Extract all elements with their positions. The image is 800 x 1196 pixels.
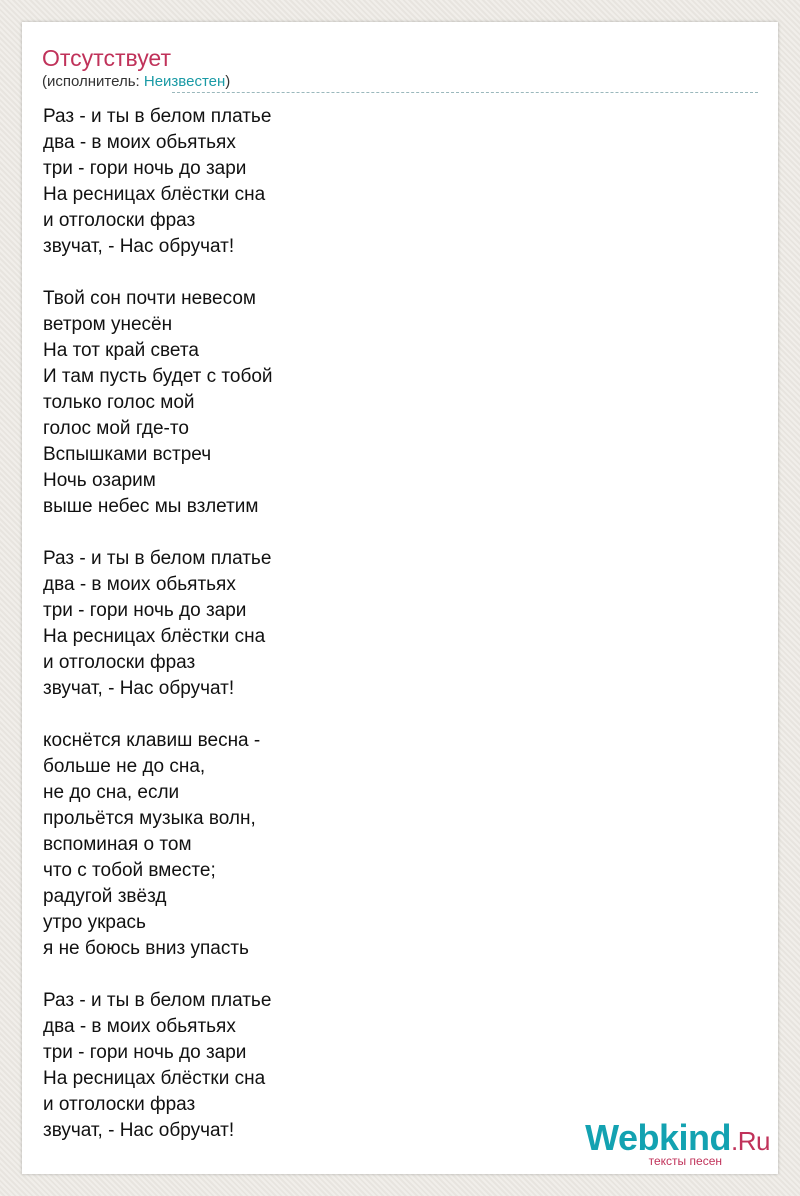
artist-line — [42, 72, 230, 92]
stanza-gap — [43, 702, 273, 728]
stanza-gap — [43, 260, 273, 286]
lyric-line: я не боюсь вниз упасть — [43, 938, 249, 959]
lyric-line: больше не до сна, — [43, 756, 206, 777]
artist-link[interactable]: Неизвестен — [143, 73, 226, 90]
lyrics-text — [43, 104, 273, 1144]
lyric-line: На ресницах блёстки сна — [43, 184, 266, 205]
stanza-gap — [43, 520, 273, 546]
lyric-line: и отголоски фраз — [43, 1094, 196, 1115]
logo-tld: Ru — [737, 1126, 770, 1156]
webkind-logo[interactable] — [585, 1119, 770, 1168]
logo-tagline: тексты песен — [648, 1154, 722, 1168]
lyric-line: прольётся музыка волн, — [43, 808, 256, 829]
lyric-line: звучат, - Нас обручат! — [43, 1120, 235, 1141]
lyric-line: вспоминая о том — [43, 834, 192, 855]
song-title: Отсутствует — [42, 45, 171, 71]
lyric-line: Вспышками встреч — [43, 444, 212, 465]
lyric-line: утро укрась — [43, 912, 146, 933]
lyric-line: На тот край света — [43, 340, 199, 361]
lyric-line: коснётся клавиш весна - — [43, 730, 261, 751]
lyric-line: что с тобой вместе; — [43, 860, 216, 881]
lyric-line: Раз - и ты в белом платье — [43, 106, 272, 127]
lyric-line: три - гори ночь до зари — [43, 600, 247, 621]
lyric-line: звучат, - Нас обручат! — [43, 678, 235, 699]
artist-prefix: (исполнитель: — [42, 73, 144, 90]
logo-brand: Webkind — [585, 1117, 732, 1158]
lyric-line: На ресницах блёстки сна — [43, 626, 266, 647]
title-divider — [172, 92, 758, 93]
lyric-line: три - гори ночь до зари — [43, 158, 247, 179]
lyric-line: только голос мой — [43, 392, 195, 413]
lyric-line: Раз - и ты в белом платье — [43, 548, 272, 569]
lyric-line: На ресницах блёстки сна — [43, 1068, 266, 1089]
lyric-line: и отголоски фраз — [43, 652, 196, 673]
lyric-line: радугой звёзд — [43, 886, 167, 907]
lyric-line: два - в моих обьятьях — [43, 574, 236, 595]
lyric-line: выше небес мы взлетим — [43, 496, 259, 517]
lyric-line: ветром унесён — [43, 314, 173, 335]
lyric-line: Раз - и ты в белом платье — [43, 990, 272, 1011]
lyric-line: звучат, - Нас обручат! — [43, 236, 235, 257]
lyric-line: голос мой где-то — [43, 418, 189, 439]
lyric-line: и отголоски фраз — [43, 210, 196, 231]
lyric-line: Твой сон почти невесом — [43, 288, 256, 309]
artist-suffix: ) — [225, 73, 231, 90]
lyric-line: два - в моих обьятьях — [43, 132, 236, 153]
lyrics-card — [22, 22, 778, 1174]
lyric-line: не до сна, если — [43, 782, 180, 803]
lyric-line: Ночь озарим — [43, 470, 156, 491]
stanza-gap — [43, 962, 273, 988]
lyric-line: И там пусть будет с тобой — [43, 366, 273, 387]
lyric-line: три - гори ночь до зари — [43, 1042, 247, 1063]
lyric-line: два - в моих обьятьях — [43, 1016, 236, 1037]
logo-dot: . — [731, 1126, 738, 1156]
